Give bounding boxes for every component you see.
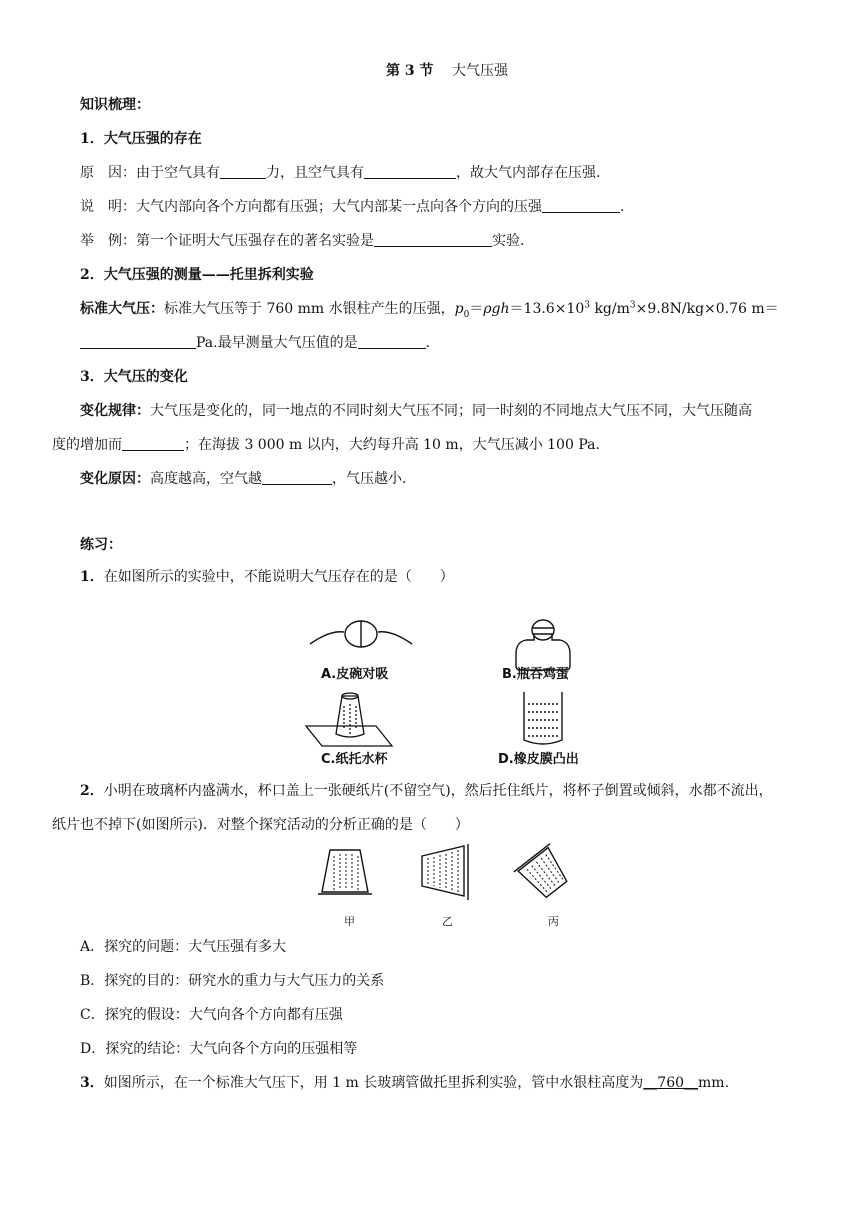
question-2-line-1 — [80, 782, 773, 800]
example-line — [80, 232, 524, 250]
question-2-line-2: 纸片也不掉下(如图所示)．对整个探究活动的分析正确的是（ ） — [52, 817, 469, 833]
cup-inverted-drawing — [318, 850, 372, 894]
q3-answer-value: 760 — [657, 1075, 685, 1091]
example-label: 举 例： — [80, 233, 136, 249]
question-3 — [80, 1074, 729, 1092]
blank-first-measurer[interactable] — [358, 334, 426, 349]
question-1 — [80, 568, 454, 586]
pressure-value-text-a: Pa.最早测量大气压值的是 — [196, 335, 358, 351]
paper-cup-drawing — [306, 693, 392, 746]
rule-label: 变化规律： — [80, 403, 150, 419]
cause-line — [80, 164, 600, 182]
cause-text-b: 力，且空气具有 — [266, 165, 364, 181]
eq-part-2: ＝13.6×10 — [509, 301, 585, 317]
cup-tilted-drawing — [514, 844, 575, 904]
q1-caption-c: C.纸托水杯 — [321, 752, 388, 767]
cup-sideways-drawing — [422, 844, 468, 900]
section1-heading: 1．大气压强的存在 — [80, 131, 202, 147]
q2-text-a: 小明在玻璃杯内盛满水，杯口盖上一张硬纸片(不留空气)，然后托住纸片，将杯子倒置或倾斜，水都不流出， — [103, 783, 773, 799]
rule-text-b: 度的增加而 — [52, 437, 122, 453]
q1-figure — [300, 618, 600, 768]
pressure-value-line — [80, 334, 430, 352]
reason-text-b: ，气压越小. — [332, 471, 407, 487]
q1-text: 在如图所示的实验中，不能说明大气压存在的是（ ） — [103, 569, 454, 585]
q1-caption-a: A.皮碗对吸 — [321, 667, 389, 682]
section2-heading: 2．大气压强的测量——托里拆利实验 — [80, 267, 314, 283]
q2-caption-bing: 丙 — [548, 915, 559, 928]
knowledge-heading: 知识梳理： — [80, 97, 150, 113]
standard-pressure-label: 标准大气压： — [80, 301, 164, 317]
symbol-p-sub: 0 — [463, 309, 470, 320]
blank-property[interactable] — [364, 164, 456, 179]
rule-line-1 — [80, 402, 752, 420]
q1-caption-d: D.橡皮膜凸出 — [498, 752, 579, 767]
rule-text-a: 大气压是变化的，同一地点的不同时刻大气压不同；同一时刻的不同地点大气压不同，大气压随高 — [150, 403, 752, 419]
q2-caption-jia: 甲 — [344, 915, 355, 928]
page-title — [386, 62, 508, 80]
cause-label: 原 因： — [80, 165, 136, 181]
standard-pressure-text: 标准大气压等于 760 mm 水银柱产生的压强， — [164, 301, 455, 317]
reason-text-a: 高度越高，空气越 — [150, 471, 262, 487]
q2-option-b[interactable]: B．探究的目的：研究水的重力与大气压力的关系 — [80, 973, 385, 989]
blank-force[interactable] — [220, 164, 266, 179]
blank-pa-value[interactable] — [80, 334, 196, 349]
section-number: 第 3 节 — [386, 63, 434, 79]
example-text-a: 第一个证明大气压强存在的著名实验是 — [136, 233, 374, 249]
section3-heading: 3．大气压的变化 — [80, 369, 188, 385]
explain-text-a: 大气内部向各个方向都有压强；大气内部某一点向各个方向的压强 — [136, 199, 542, 215]
practice-heading: 练习： — [80, 537, 122, 553]
blank-decrease[interactable] — [122, 436, 184, 451]
standard-pressure-line — [80, 300, 779, 318]
symbol-rho-g-h: ρgh — [483, 301, 510, 317]
eq-part-4: ×9.8N/kg×0.76 m＝ — [635, 301, 779, 317]
q2-option-c[interactable]: C．探究的假设：大气向各个方向都有压强 — [80, 1007, 343, 1023]
blank-thin[interactable] — [262, 470, 332, 485]
eq-sign: ＝ — [469, 301, 484, 317]
rule-text-c: ；在海拔 3 000 m 以内，大约每升高 10 m，大气压减小 100 Pa. — [184, 437, 600, 453]
suction-cups-drawing — [310, 621, 412, 647]
pressure-value-text-b: . — [425, 335, 431, 351]
reason-label: 变化原因： — [80, 471, 150, 487]
cause-text-c: ，故大气内部存在压强. — [456, 165, 601, 181]
q3-text-b: mm. — [698, 1075, 730, 1091]
rule-line-2 — [52, 436, 600, 454]
membrane-tube-drawing — [524, 692, 562, 744]
q3-text-a: 如图所示，在一个标准大气压下，用 1 m 长玻璃管做托里拆利实验，管中水银柱高度为 — [103, 1075, 644, 1091]
q2-caption-yi: 乙 — [442, 915, 453, 928]
explain-text-b: . — [620, 199, 625, 215]
q3-answer[interactable]: __760__ — [643, 1075, 699, 1091]
q2-option-d[interactable]: D．探究的结论：大气向各个方向的压强相等 — [80, 1041, 358, 1057]
q2-option-a[interactable]: A．探究的问题：大气压强有多大 — [80, 939, 287, 955]
q3-number: 3． — [80, 1075, 104, 1091]
q1-caption-b: B.瓶吞鸡蛋 — [502, 667, 569, 682]
symbol-p: p — [454, 301, 464, 317]
blank-pressure-equal[interactable] — [542, 198, 620, 213]
exp-1: 3 — [584, 300, 590, 311]
explain-line — [80, 198, 624, 216]
q2-figure — [318, 842, 588, 912]
example-text-b: 实验. — [492, 233, 525, 249]
section-name: 大气压强 — [451, 63, 508, 79]
explain-label: 说 明： — [80, 199, 136, 215]
cause-text-a: 由于空气具有 — [136, 165, 220, 181]
reason-line — [80, 470, 406, 488]
q1-number: 1． — [80, 569, 104, 585]
exp-2: 3 — [629, 300, 636, 311]
eq-part-3: kg/m — [590, 301, 630, 317]
q2-number: 2． — [80, 783, 104, 799]
blank-experiment[interactable] — [374, 232, 492, 247]
